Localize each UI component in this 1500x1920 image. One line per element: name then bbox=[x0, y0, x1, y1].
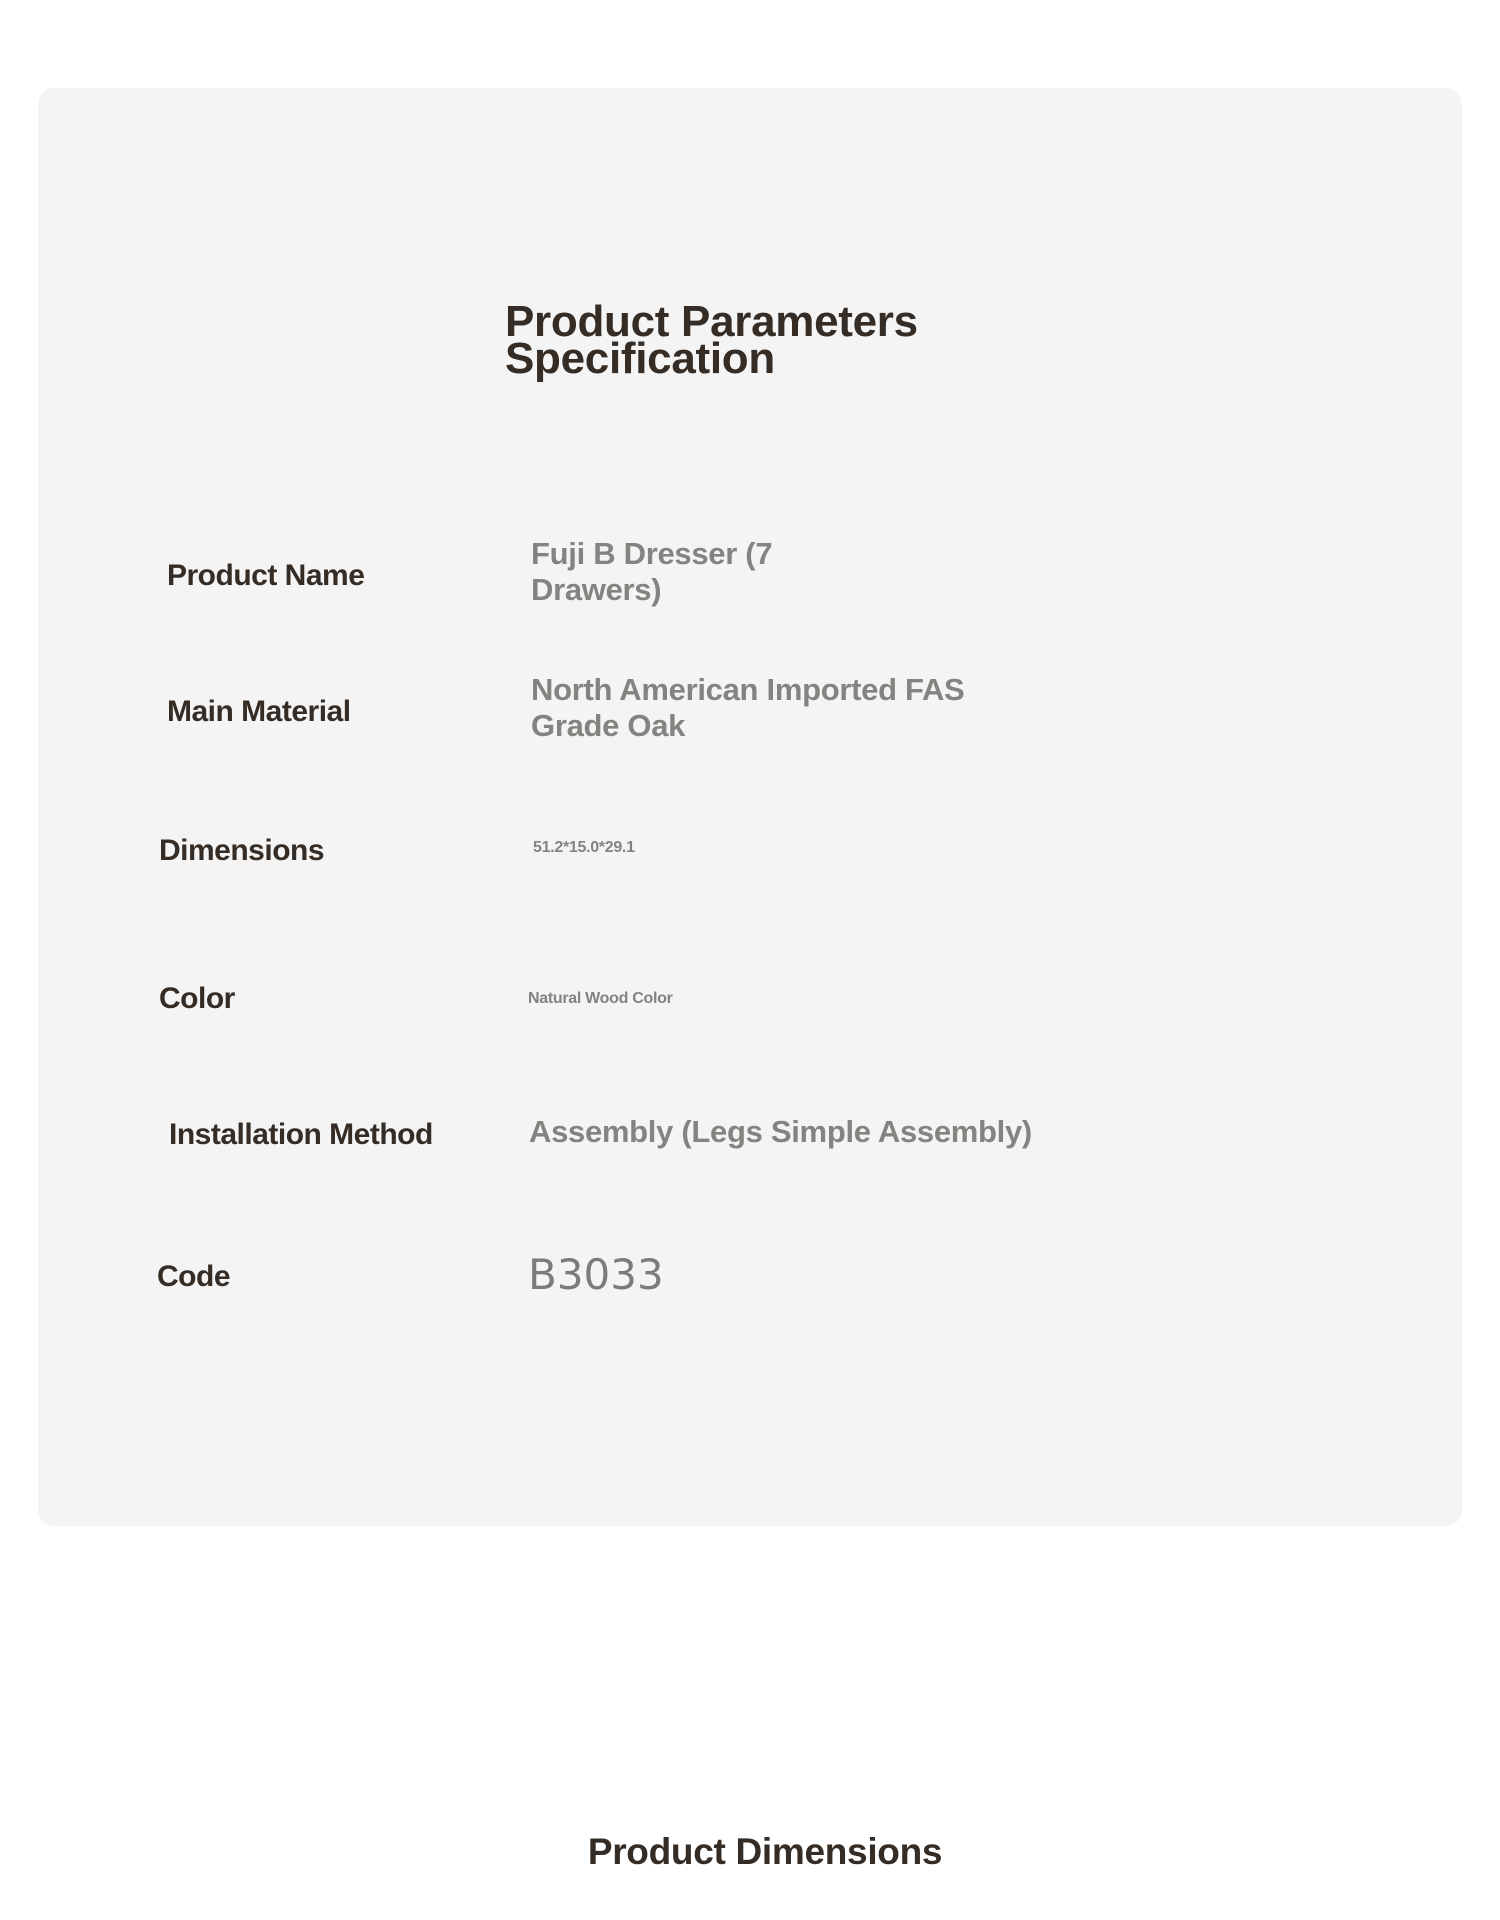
spec-value: Fuji B Dresser (7 Drawers) bbox=[531, 536, 773, 607]
spec-label: Color bbox=[159, 982, 235, 1015]
spec-value: North American Imported FAS Grade Oak bbox=[531, 672, 965, 743]
spec-label: Product Name bbox=[167, 559, 365, 592]
spec-value: Natural Wood Color bbox=[528, 990, 673, 1007]
spec-value: B3033 bbox=[528, 1250, 664, 1299]
spec-label: Code bbox=[157, 1260, 230, 1293]
spec-title: Product Parameters Specification bbox=[505, 297, 918, 383]
spec-label: Main Material bbox=[167, 695, 351, 728]
spec-value: Assembly (Legs Simple Assembly) bbox=[529, 1114, 1032, 1149]
section-title-product-dimensions: Product Dimensions bbox=[587, 1831, 943, 1872]
spec-label: Dimensions bbox=[159, 834, 325, 867]
spec-label: Installation Method bbox=[169, 1118, 433, 1151]
spec-value: 51.2*15.0*29.1 bbox=[533, 839, 635, 856]
